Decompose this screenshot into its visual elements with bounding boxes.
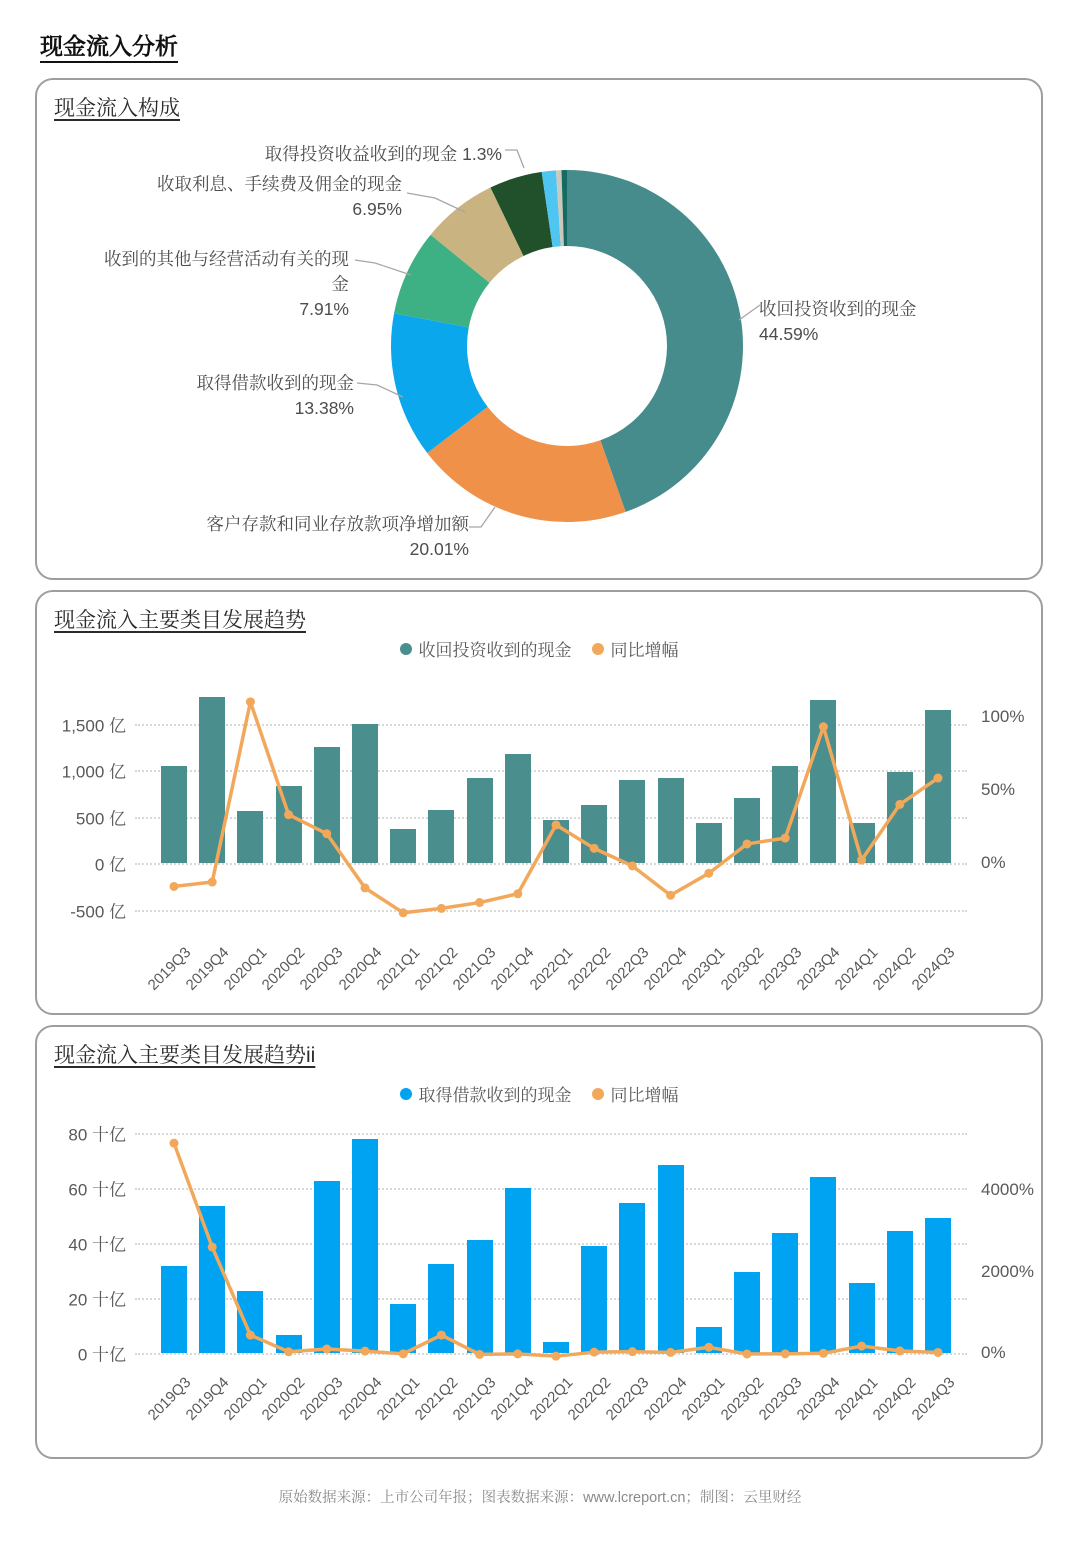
x-axis-label-2023Q3: 2023Q3 bbox=[755, 1374, 806, 1424]
trend-point-2023Q2[interactable] bbox=[743, 839, 752, 848]
x-axis-label-2021Q4: 2021Q4 bbox=[488, 1374, 538, 1424]
x-axis-label-2022Q3: 2022Q3 bbox=[602, 944, 653, 994]
x-axis-label-2021Q4: 2021Q4 bbox=[488, 944, 538, 994]
trend-point-2023Q1[interactable] bbox=[704, 1343, 713, 1352]
x-axis-label-2023Q4: 2023Q4 bbox=[793, 944, 844, 994]
donut-label-investment-income: 取得投资收益收到的现金 1.3% bbox=[264, 144, 502, 164]
secondary-y-axis-tick-label: 100% bbox=[981, 706, 1025, 726]
y-axis-tick-label: 60 十亿 bbox=[68, 1180, 126, 1200]
orange-dot-icon bbox=[592, 643, 604, 655]
y-axis-tick-label: -500 亿 bbox=[70, 902, 126, 921]
trend-point-2020Q1[interactable] bbox=[246, 1331, 255, 1340]
trend-point-2021Q4[interactable] bbox=[513, 889, 522, 898]
x-axis-label-2023Q2: 2023Q2 bbox=[717, 1374, 768, 1424]
x-axis-label-2020Q1: 2020Q1 bbox=[220, 1374, 271, 1424]
y-axis-tick-label: 0 亿 bbox=[94, 855, 126, 875]
secondary-y-axis-tick-label: 0% bbox=[981, 853, 1006, 872]
trend-point-2022Q1[interactable] bbox=[552, 820, 561, 829]
x-axis-label-2024Q2: 2024Q2 bbox=[870, 944, 920, 994]
trend-point-2024Q3[interactable] bbox=[934, 774, 943, 783]
trend-point-2023Q3[interactable] bbox=[781, 1349, 790, 1358]
trend-point-2020Q2[interactable] bbox=[284, 1347, 293, 1356]
trend-point-2020Q3[interactable] bbox=[322, 1345, 331, 1354]
donut-label-investment-recovery: 收回投资收到的现金 44.59% bbox=[759, 299, 917, 344]
x-axis-label-2023Q1: 2023Q1 bbox=[679, 944, 729, 994]
x-axis-label-2019Q4: 2019Q4 bbox=[182, 1374, 233, 1424]
orange-dot-icon bbox=[592, 1088, 604, 1100]
x-axis-label-2019Q3: 2019Q3 bbox=[144, 944, 195, 994]
x-axis-label-2021Q2: 2021Q2 bbox=[411, 944, 462, 994]
x-axis-label-2024Q2: 2024Q2 bbox=[870, 1374, 920, 1424]
x-axis-label-2021Q1: 2021Q1 bbox=[373, 944, 424, 994]
callout-line bbox=[407, 193, 465, 212]
x-axis-label-2023Q1: 2023Q1 bbox=[679, 1374, 729, 1424]
x-axis-label-2023Q3: 2023Q3 bbox=[755, 944, 806, 994]
y-axis-tick-label: 1,500 亿 bbox=[61, 716, 126, 735]
legend-item-bar-series[interactable]: 取得借款收到的现金 bbox=[400, 1081, 572, 1106]
trend-point-2022Q4[interactable] bbox=[666, 891, 675, 900]
x-axis-label-2022Q2: 2022Q2 bbox=[564, 944, 615, 994]
trend-point-2023Q1[interactable] bbox=[704, 869, 713, 878]
donut-label-borrowings: 取得借款收到的现金 13.38% bbox=[196, 373, 354, 418]
trend-point-2019Q3[interactable] bbox=[170, 882, 179, 891]
trend-point-2020Q1[interactable] bbox=[246, 697, 255, 706]
x-axis-label-2020Q3: 2020Q3 bbox=[297, 944, 347, 994]
page-title: 现金流入分析 bbox=[40, 28, 178, 61]
trend2-plot-area bbox=[68, 1122, 1034, 1424]
x-axis-label-2021Q1: 2021Q1 bbox=[373, 1374, 424, 1424]
legend-item-line-series[interactable]: 同比增幅 bbox=[592, 1081, 679, 1106]
x-axis-label-2019Q3: 2019Q3 bbox=[144, 1374, 195, 1424]
trend-line-layer bbox=[135, 1122, 967, 1367]
y-axis-tick-label: 40 十亿 bbox=[68, 1235, 126, 1255]
trend-point-2021Q2[interactable] bbox=[437, 904, 446, 913]
trend-point-2020Q3[interactable] bbox=[322, 829, 331, 838]
x-axis-label-2021Q3: 2021Q3 bbox=[449, 944, 500, 994]
callout-line bbox=[469, 507, 495, 527]
trend-point-2020Q2[interactable] bbox=[284, 810, 293, 819]
y-axis-tick-label: 20 十亿 bbox=[68, 1290, 126, 1310]
trend-point-2023Q4[interactable] bbox=[819, 1349, 828, 1358]
data-source-footer: 原始数据来源：上市公司年报；图表数据来源：www.lcreport.cn；制图：云里财经 bbox=[278, 1490, 802, 1506]
callout-line bbox=[739, 305, 760, 320]
trend-point-2021Q1[interactable] bbox=[399, 908, 408, 917]
donut-chart-title: 现金流入构成 bbox=[54, 97, 180, 120]
trend-point-2019Q4[interactable] bbox=[208, 878, 217, 887]
callout-line bbox=[355, 260, 411, 275]
trend-point-2019Q3[interactable] bbox=[170, 1139, 179, 1148]
blue-dot-icon bbox=[400, 1088, 412, 1100]
trend2-legend bbox=[37, 1081, 1041, 1106]
x-axis-label-2021Q2: 2021Q2 bbox=[411, 1374, 462, 1424]
trend-point-2020Q4[interactable] bbox=[361, 1347, 370, 1356]
trend-point-2019Q4[interactable] bbox=[208, 1243, 217, 1252]
y-axis-tick-label: 0 十亿 bbox=[77, 1345, 126, 1365]
trend-point-2024Q2[interactable] bbox=[895, 800, 904, 809]
secondary-y-axis-tick-label: 50% bbox=[981, 779, 1016, 799]
x-axis-label-2020Q2: 2020Q2 bbox=[258, 944, 309, 994]
secondary-y-axis-tick-label: 2000% bbox=[981, 1261, 1034, 1281]
trend-point-2022Q3[interactable] bbox=[628, 1347, 637, 1356]
x-axis-label-2022Q4: 2022Q4 bbox=[640, 944, 691, 994]
y-axis-tick-label: 1,000 亿 bbox=[61, 762, 126, 782]
x-axis-label-2020Q3: 2020Q3 bbox=[297, 1374, 347, 1424]
x-axis-label-2022Q1: 2022Q1 bbox=[526, 1374, 577, 1424]
legend-item-bar-series[interactable]: 收回投资收到的现金 bbox=[400, 636, 572, 661]
x-axis-label-2024Q3: 2024Q3 bbox=[908, 944, 959, 994]
trend-point-2023Q4[interactable] bbox=[819, 722, 828, 731]
trend-point-2023Q3[interactable] bbox=[781, 834, 790, 843]
trend-point-2024Q1[interactable] bbox=[857, 1342, 866, 1351]
trend-point-2023Q2[interactable] bbox=[743, 1349, 752, 1358]
donut-label-interest-fees: 收取利息、手续费及佣金的现金 6.95% bbox=[157, 174, 402, 219]
y-axis-tick-label: 80 十亿 bbox=[68, 1125, 126, 1145]
x-axis-label-2022Q4: 2022Q4 bbox=[640, 1374, 691, 1424]
x-axis-label-2022Q1: 2022Q1 bbox=[526, 944, 577, 994]
trend1-plot-area bbox=[61, 692, 1025, 994]
x-axis-label-2020Q4: 2020Q4 bbox=[335, 1374, 386, 1424]
trend-point-2022Q2[interactable] bbox=[590, 1348, 599, 1357]
trend-line-layer bbox=[135, 692, 967, 937]
y-axis-tick-label: 500 亿 bbox=[75, 809, 126, 828]
trend1-legend bbox=[37, 636, 1041, 661]
trend-point-2022Q3[interactable] bbox=[628, 861, 637, 870]
legend-item-line-series[interactable]: 同比增幅 bbox=[592, 636, 679, 661]
secondary-y-axis-tick-label: 4000% bbox=[981, 1180, 1034, 1199]
x-axis-label-2024Q1: 2024Q1 bbox=[831, 1374, 882, 1424]
x-axis-label-2020Q1: 2020Q1 bbox=[220, 944, 271, 994]
trend-point-2024Q1[interactable] bbox=[857, 856, 866, 865]
trend-point-2021Q3[interactable] bbox=[475, 898, 484, 907]
trend-point-2024Q2[interactable] bbox=[895, 1346, 904, 1355]
donut-label-customer-deposits: 客户存款和同业存放款项净增加额 20.01% bbox=[206, 514, 469, 559]
trend-point-2022Q1[interactable] bbox=[552, 1352, 561, 1361]
panel-cash-inflow-composition bbox=[35, 78, 1043, 580]
x-axis-label-2020Q2: 2020Q2 bbox=[258, 1374, 309, 1424]
x-axis-label-2024Q3: 2024Q3 bbox=[908, 1374, 959, 1424]
x-axis-label-2023Q2: 2023Q2 bbox=[717, 944, 768, 994]
x-axis-label-2022Q2: 2022Q2 bbox=[564, 1374, 615, 1424]
trend-point-2021Q3[interactable] bbox=[475, 1350, 484, 1359]
x-axis-label-2023Q4: 2023Q4 bbox=[793, 1374, 844, 1424]
donut-label-other-operating: 收到的其他与经营活动有关的现金 7.91% bbox=[104, 249, 349, 319]
panel-trend-investment-recovery bbox=[35, 590, 1043, 1015]
secondary-y-axis-tick-label: 0% bbox=[981, 1343, 1006, 1362]
x-axis-label-2020Q4: 2020Q4 bbox=[335, 944, 386, 994]
trend-point-2021Q2[interactable] bbox=[437, 1331, 446, 1340]
x-axis-label-2019Q4: 2019Q4 bbox=[182, 944, 233, 994]
trend-point-2022Q4[interactable] bbox=[666, 1348, 675, 1357]
trend-point-2024Q3[interactable] bbox=[934, 1348, 943, 1357]
trend1-title: 现金流入主要类目发展趋势 bbox=[54, 609, 306, 632]
trend-point-2021Q1[interactable] bbox=[399, 1349, 408, 1358]
x-axis-label-2022Q3: 2022Q3 bbox=[602, 1374, 653, 1424]
trend-point-2021Q4[interactable] bbox=[513, 1349, 522, 1358]
x-axis-label-2021Q3: 2021Q3 bbox=[449, 1374, 500, 1424]
trend-point-2020Q4[interactable] bbox=[361, 883, 370, 892]
trend2-title: 现金流入主要类目发展趋势ii bbox=[54, 1044, 316, 1067]
trend-point-2022Q2[interactable] bbox=[590, 844, 599, 853]
x-axis-label-2024Q1: 2024Q1 bbox=[831, 944, 882, 994]
trend-line bbox=[174, 1143, 938, 1356]
callout-line bbox=[505, 150, 524, 168]
panel-trend-borrowings bbox=[35, 1025, 1043, 1459]
trend-line bbox=[174, 702, 938, 913]
teal-dot-icon bbox=[400, 643, 412, 655]
